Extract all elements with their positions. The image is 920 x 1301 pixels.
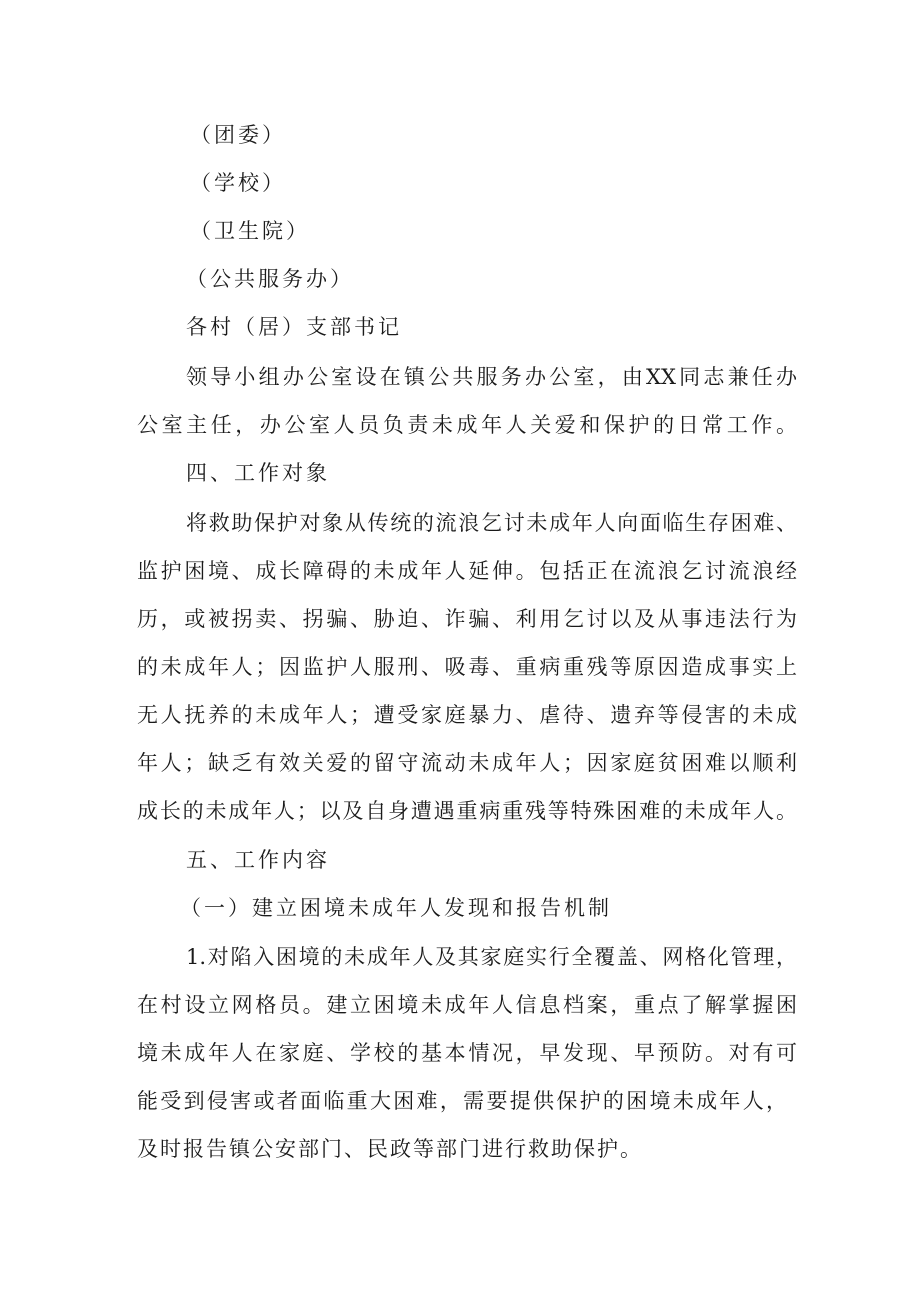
section-4-line-4: 的未成年人；因监护人服刑、吸毒、重病重残等原因造成事实上 (137, 655, 797, 679)
section-5-item-1-line-4: 能受到侵害或者面临重大困难，需要提供保护的困境未成年人， (137, 1089, 787, 1113)
section-5-subheading: （一）建立困境未成年人发现和报告机制 (180, 896, 612, 920)
section-5-item-1-line-1: 1.对陷入困境的未成年人及其家庭实行全覆盖、网格化管理， (186, 945, 797, 969)
member-youth-league: （团委） (190, 123, 286, 147)
member-health-center: （卫生院） (190, 219, 310, 243)
section-4-line-5: 无人抚养的未成年人；遭受家庭暴力、虐待、遗弃等侵害的未成 (137, 703, 797, 727)
section-5-item-1-line-5: 及时报告镇公安部门、民政等部门进行救助保护。 (137, 1137, 643, 1161)
office-paragraph-line-1: 领导小组办公室设在镇公共服务办公室，由XX同志兼任办 (186, 365, 797, 389)
office-paragraph-line-2: 公室主任，办公室人员负责未成年人关爱和保护的日常工作。 (137, 413, 797, 437)
member-school: （学校） (190, 171, 286, 195)
section-5-item-1-line-3: 境未成年人在家庭、学校的基本情况，早发现、早预防。对有可 (137, 1041, 797, 1065)
section-5-item-1-line-2: 在村设立网格员。建立困境未成年人信息档案，重点了解掌握困 (137, 993, 797, 1017)
section-4-heading: 四、工作对象 (186, 461, 330, 485)
section-4-line-7: 成长的未成年人；以及自身遭遇重病重残等特殊困难的未成年人。 (137, 799, 797, 823)
member-public-service: （公共服务办） (186, 267, 354, 291)
member-village-secretaries: 各村（居）支部书记 (186, 315, 402, 339)
section-4-line-6: 年人；缺乏有效关爱的留守流动未成年人；因家庭贫困难以顺利 (137, 751, 797, 775)
section-4-line-1: 将救助保护对象从传统的流浪乞讨未成年人向面临生存困难、 (186, 511, 797, 535)
section-5-heading: 五、工作内容 (186, 848, 330, 872)
section-4-line-3: 历，或被拐卖、拐骗、胁迫、诈骗、利用乞讨以及从事违法行为 (137, 607, 797, 631)
section-4-line-2: 监护困境、成长障碍的未成年人延伸。包括正在流浪乞讨流浪经 (137, 559, 797, 583)
